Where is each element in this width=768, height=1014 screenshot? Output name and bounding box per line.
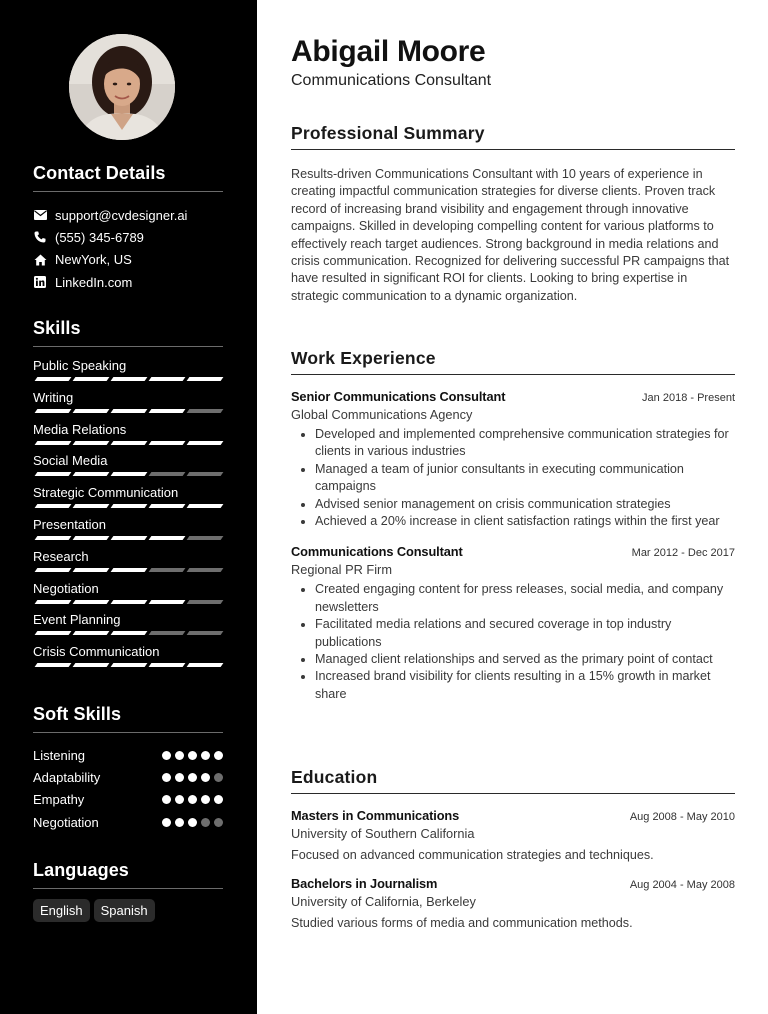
skill-level-segment — [187, 441, 224, 445]
education-date: Aug 2008 - May 2010 — [629, 811, 735, 823]
rating-dot — [188, 751, 197, 760]
profile-photo — [69, 34, 175, 140]
skill-level-segment — [35, 504, 72, 508]
candidate-role: Communications Consultant — [291, 72, 492, 89]
contact-location-text: NewYork, US — [55, 252, 132, 268]
skill-level-segment — [111, 663, 148, 667]
skill-name: Strategic Communication — [33, 485, 179, 501]
rating-dot — [175, 795, 184, 804]
home-icon — [33, 253, 47, 267]
soft-skill-rating — [158, 818, 223, 827]
rating-dot — [188, 818, 197, 827]
skill-level-segment — [187, 568, 224, 572]
skill-level-segment — [149, 504, 186, 508]
soft-skills-section — [33, 704, 223, 833]
soft-skill-name: Negotiation — [33, 814, 99, 830]
soft-skill-item — [33, 766, 223, 788]
skill-level-segment — [73, 536, 110, 540]
contact-linkedin-text: LinkedIn.com — [55, 274, 133, 290]
skill-level-segment — [149, 472, 186, 476]
skill-level-segment — [187, 600, 224, 604]
skill-item — [33, 453, 223, 485]
profile-photo-image — [69, 34, 175, 140]
skill-name: Media Relations — [33, 421, 127, 437]
skill-level-segment — [73, 600, 110, 604]
skill-level-segment — [111, 568, 148, 572]
education-entry — [291, 808, 735, 862]
rating-dot — [175, 818, 184, 827]
contact-list — [33, 204, 223, 293]
list-item: Managed a team of junior consultants in executing communication campaigns — [291, 461, 735, 496]
rating-dot — [162, 773, 171, 782]
skill-level-segment — [149, 441, 186, 445]
skill-name: Presentation — [33, 516, 106, 532]
skill-level-bar — [35, 441, 224, 445]
skill-level-segment — [73, 663, 110, 667]
rating-dot — [214, 773, 223, 782]
skill-level-segment — [187, 409, 224, 413]
skill-level-segment — [149, 536, 186, 540]
skill-level-segment — [111, 409, 148, 413]
skill-level-segment — [73, 504, 110, 508]
skill-level-segment — [187, 377, 224, 381]
language-pill: English — [33, 899, 90, 922]
skill-item — [33, 549, 223, 581]
education-section — [291, 767, 735, 930]
skills-list — [33, 358, 223, 676]
skill-level-segment — [149, 600, 186, 604]
skill-level-segment — [149, 631, 186, 635]
contact-phone-text: (555) 345-6789 — [55, 229, 144, 245]
skill-level-bar — [35, 377, 224, 381]
education-entry — [291, 876, 735, 930]
soft-skills-title: Soft Skills — [33, 704, 223, 733]
skill-level-segment — [73, 441, 110, 445]
job-title: Communications Consultant — [291, 544, 463, 560]
skill-name: Research — [33, 548, 89, 564]
skill-level-segment — [35, 663, 72, 667]
skill-level-segment — [73, 568, 110, 572]
rating-dot — [201, 773, 210, 782]
list-item: Achieved a 20% increase in client satisfaction ratings within the first year — [291, 513, 735, 530]
skill-item — [33, 517, 223, 549]
job-date: Mar 2012 - Dec 2017 — [631, 547, 735, 560]
soft-skill-item — [33, 789, 223, 811]
rating-dot — [162, 795, 171, 804]
rating-dot — [214, 751, 223, 760]
skill-level-segment — [187, 504, 224, 508]
skill-level-bar — [35, 504, 224, 508]
school-name: University of Southern California — [291, 826, 475, 841]
rating-dot — [162, 818, 171, 827]
rating-dot — [201, 795, 210, 804]
skill-level-segment — [73, 409, 110, 413]
skill-level-bar — [35, 568, 224, 572]
skill-level-segment — [187, 536, 224, 540]
languages-title: Languages — [33, 860, 223, 889]
skill-level-segment — [35, 409, 72, 413]
skill-level-segment — [111, 377, 148, 381]
job-entry — [291, 389, 735, 530]
contact-email-text: support@cvdesigner.ai — [55, 207, 188, 223]
skills-section — [33, 318, 223, 676]
contact-section — [33, 163, 223, 293]
envelope-icon — [33, 208, 47, 222]
job-organization: Regional PR Firm — [291, 562, 392, 578]
rating-dot — [214, 795, 223, 804]
skill-level-segment — [35, 472, 72, 476]
contact-linkedin[interactable] — [33, 271, 223, 293]
skill-level-segment — [35, 377, 72, 381]
skill-name: Social Media — [33, 453, 108, 469]
skill-item — [33, 390, 223, 422]
contact-email[interactable] — [33, 204, 223, 226]
skill-item — [33, 485, 223, 517]
skill-name: Event Planning — [33, 612, 121, 628]
skill-level-segment — [187, 631, 224, 635]
soft-skill-rating — [158, 751, 223, 760]
contact-title: Contact Details — [33, 163, 223, 192]
skill-level-segment — [111, 441, 148, 445]
skills-title: Skills — [33, 318, 223, 347]
soft-skill-name: Adaptability — [33, 769, 101, 785]
education-title: Education — [291, 767, 735, 794]
skill-level-bar — [35, 631, 224, 635]
degree-title: Bachelors in Journalism — [291, 876, 438, 891]
skill-level-segment — [149, 377, 186, 381]
job-organization: Global Communications Agency — [291, 407, 473, 422]
skill-item — [33, 358, 223, 390]
soft-skill-name: Listening — [33, 747, 86, 763]
skill-level-bar — [35, 600, 224, 604]
skill-level-segment — [73, 631, 110, 635]
list-item: Increased brand visibility for clients resulting in a 15% growth in market share — [291, 668, 735, 703]
skill-level-segment — [35, 536, 72, 540]
rating-dot — [214, 818, 223, 827]
skill-level-segment — [111, 631, 148, 635]
skill-level-bar — [35, 409, 224, 413]
skill-item — [33, 422, 223, 454]
job-bullets — [291, 581, 735, 703]
experience-section — [291, 348, 735, 703]
sidebar — [0, 0, 257, 1014]
rating-dot — [201, 818, 210, 827]
skill-name: Crisis Communication — [33, 644, 160, 660]
skill-item — [33, 581, 223, 613]
rating-dot — [162, 751, 171, 760]
candidate-name: Abigail Moore — [291, 35, 486, 68]
skill-level-segment — [111, 504, 148, 508]
soft-skill-item — [33, 811, 223, 833]
soft-skill-rating — [158, 773, 223, 782]
skill-level-segment — [35, 600, 72, 604]
skill-level-segment — [35, 631, 72, 635]
education-description: Studied various forms of media and communication methods. — [291, 916, 633, 930]
list-item: Created engaging content for press releases, social media, and company newsletters — [291, 581, 735, 616]
languages-section — [33, 860, 223, 922]
job-entry — [291, 544, 735, 703]
rating-dot — [175, 773, 184, 782]
skill-level-segment — [111, 472, 148, 476]
rating-dot — [188, 773, 197, 782]
linkedin-icon — [33, 275, 47, 289]
soft-skills-list — [33, 744, 223, 833]
skill-name: Negotiation — [33, 580, 99, 596]
soft-skill-rating — [158, 795, 223, 804]
skill-level-segment — [73, 377, 110, 381]
summary-text: Results-driven Communications Consultant with 10 years of experience in creating impactful communication strategies for diverse clients. Proven track record of increasing brand visibility and engagement through innovative campaigns. Skilled in developing compelling content for various platforms to effectively reach target audiences. Strong background in media relations and crisis communication. Recognized for delivering successful PR campaigns that have resulted in significant ROI for clients. Looking to bring expertise in strategic communication to a dynamic organization. — [291, 167, 730, 303]
degree-title: Masters in Communications — [291, 808, 460, 823]
skill-level-segment — [35, 568, 72, 572]
job-title: Senior Communications Consultant — [291, 389, 506, 404]
skill-item — [33, 644, 223, 676]
skill-level-segment — [111, 600, 148, 604]
job-date: Jan 2018 - Present — [642, 392, 735, 404]
list-item: Developed and implemented comprehensive communication strategies for clients in various industries — [291, 426, 735, 461]
rating-dot — [188, 795, 197, 804]
skill-name: Public Speaking — [33, 358, 127, 373]
list-item: Managed client relationships and served as the primary point of contact — [291, 651, 735, 668]
soft-skill-name: Empathy — [33, 792, 85, 808]
skill-level-segment — [149, 409, 186, 413]
skill-level-bar — [35, 663, 224, 667]
skill-item — [33, 612, 223, 644]
language-pill: Spanish — [94, 899, 155, 922]
list-item: Advised senior management on crisis communication strategies — [291, 496, 735, 513]
education-description: Focused on advanced communication strategies and techniques. — [291, 848, 654, 862]
contact-location — [33, 249, 223, 271]
skill-level-bar — [35, 472, 224, 476]
skill-level-segment — [35, 441, 72, 445]
summary-title: Professional Summary — [291, 123, 735, 150]
soft-skill-item — [33, 744, 223, 766]
skill-level-segment — [149, 663, 186, 667]
skill-level-bar — [35, 536, 224, 540]
skill-level-segment — [111, 536, 148, 540]
summary-section — [291, 123, 735, 305]
skill-level-segment — [73, 472, 110, 476]
list-item: Facilitated media relations and secured coverage in top industry publications — [291, 616, 735, 651]
contact-phone[interactable] — [33, 226, 223, 248]
skill-name: Writing — [33, 389, 74, 405]
experience-title: Work Experience — [291, 348, 735, 375]
education-date: Aug 2004 - May 2008 — [629, 879, 735, 891]
job-bullets — [291, 426, 735, 530]
languages-list — [33, 899, 223, 922]
skill-level-segment — [149, 568, 186, 572]
school-name: University of California, Berkeley — [291, 894, 476, 909]
rating-dot — [201, 751, 210, 760]
skill-level-segment — [187, 472, 224, 476]
phone-icon — [33, 230, 47, 244]
skill-level-segment — [187, 663, 224, 667]
rating-dot — [175, 751, 184, 760]
